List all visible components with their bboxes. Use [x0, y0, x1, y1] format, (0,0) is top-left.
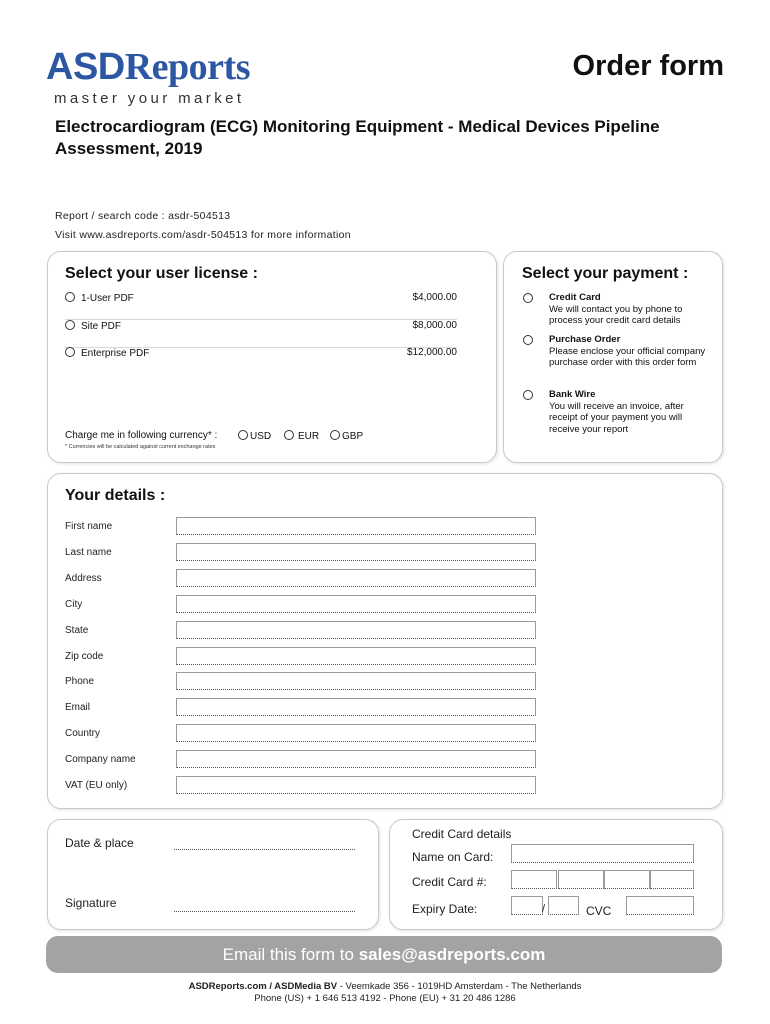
name-on-card-input[interactable] — [511, 844, 694, 863]
expiry-year-input[interactable] — [548, 896, 579, 915]
address-label: Address — [65, 573, 102, 584]
card-number-input-4[interactable] — [650, 870, 694, 889]
footer-address — [0, 981, 770, 992]
currency-note: * Currencies will be calculated against current exchange rates — [65, 444, 216, 450]
license-option-price: $12,000.00 — [406, 347, 457, 358]
radio-icon[interactable] — [238, 430, 248, 440]
last-name-label: Last name — [65, 547, 112, 558]
order-form-title: Order form — [572, 50, 724, 82]
radio-icon[interactable] — [65, 347, 75, 357]
zip-code-input[interactable] — [176, 647, 536, 665]
sales-email-link[interactable]: sales@asdreports.com — [358, 945, 546, 964]
currency-option-gbp[interactable]: GBP — [330, 430, 363, 442]
first-name-input[interactable] — [176, 517, 536, 535]
logo-reports: Reports — [124, 46, 250, 88]
vat-label: VAT (EU only) — [65, 780, 128, 791]
radio-icon[interactable] — [523, 293, 533, 303]
phone-input[interactable] — [176, 672, 536, 690]
radio-icon[interactable] — [523, 335, 533, 345]
expiry-slash: / — [542, 903, 546, 915]
state-input[interactable] — [176, 621, 536, 639]
address-input[interactable] — [176, 569, 536, 587]
radio-icon[interactable] — [65, 292, 75, 302]
phone-label: Phone — [65, 676, 94, 687]
card-number-input-3[interactable] — [604, 870, 650, 889]
license-option-price: $8,000.00 — [412, 320, 457, 331]
signature-line[interactable] — [174, 911, 355, 912]
details-title: Your details : — [65, 487, 166, 504]
zip-code-label: Zip code — [65, 651, 104, 662]
license-option-row[interactable] — [65, 320, 457, 348]
email-banner — [46, 936, 722, 973]
country-input[interactable] — [176, 724, 536, 742]
currency-option-eur[interactable]: EUR — [284, 430, 319, 442]
license-title: Select your user license : — [65, 265, 258, 282]
footer-address-text: - Veemkade 356 - 1019HD Amsterdam - The Netherlands — [339, 981, 582, 992]
last-name-input[interactable] — [176, 543, 536, 561]
license-option-label: Site PDF — [81, 321, 122, 332]
company-name-input[interactable] — [176, 750, 536, 768]
city-input[interactable] — [176, 595, 536, 613]
signature-label: Signature — [65, 896, 117, 910]
payment-option-purchase-order[interactable]: Purchase Order Please enclose your official company purchase order with this order form — [549, 334, 706, 368]
payment-option-credit-card[interactable]: Credit Card We will contact you by phone to process your credit card details — [549, 292, 683, 326]
logo — [46, 48, 250, 86]
footer-company: ASDReports.com / ASDMedia BV — [188, 981, 338, 992]
email-input[interactable] — [176, 698, 536, 716]
license-option-label: 1-User PDF — [81, 293, 134, 304]
city-label: City — [65, 599, 83, 610]
first-name-label: First name — [65, 521, 113, 532]
card-number-label: Credit Card #: — [412, 875, 487, 889]
radio-icon[interactable] — [523, 390, 533, 400]
company-name-label: Company name — [65, 754, 136, 765]
country-label: Country — [65, 728, 101, 739]
vat-input[interactable] — [176, 776, 536, 794]
radio-icon[interactable] — [284, 430, 294, 440]
email-label: Email — [65, 702, 91, 713]
report-title: Electrocardiogram (ECG) Monitoring Equipment - Medical Devices Pipeline Assessment, 2019 — [55, 117, 660, 158]
logo-asd: ASD — [46, 46, 125, 88]
payment-option-bank-wire[interactable]: Bank Wire You will receive an invoice, after receipt of your payment you will receive your report — [549, 389, 684, 435]
date-place-label: Date & place — [65, 836, 134, 850]
license-option-label: Enterprise PDF — [81, 348, 150, 359]
logo-tagline: master your market — [54, 90, 245, 107]
expiry-month-input[interactable] — [511, 896, 546, 915]
expiry-date-label: Expiry Date: — [412, 902, 478, 916]
cvc-label: CVC — [586, 904, 612, 918]
license-option-price: $4,000.00 — [412, 292, 457, 303]
date-place-line[interactable] — [174, 849, 355, 850]
radio-icon[interactable] — [65, 320, 75, 330]
credit-card-title: Credit Card details — [412, 827, 512, 841]
currency-option-usd[interactable]: USD — [238, 430, 271, 442]
radio-icon[interactable] — [330, 430, 340, 440]
footer-phones: Phone (US) + 1 646 513 4192 - Phone (EU) + 31 20 486 1286 — [254, 993, 516, 1004]
report-visit-link[interactable]: Visit www.asdreports.com/asdr-504513 for more information — [55, 229, 351, 241]
state-label: State — [65, 625, 89, 636]
email-banner-prefix: Email this form to — [222, 945, 359, 964]
license-option-row[interactable] — [65, 292, 457, 320]
cvc-input[interactable] — [626, 896, 694, 915]
license-option-row[interactable] — [65, 347, 457, 374]
report-search-code: Report / search code : asdr-504513 — [55, 210, 231, 222]
currency-label: Charge me in following currency* : — [65, 430, 218, 441]
payment-title: Select your payment : — [522, 265, 689, 282]
card-number-input-2[interactable] — [558, 870, 604, 889]
card-number-input-1[interactable] — [511, 870, 557, 889]
name-on-card-label: Name on Card: — [412, 850, 494, 864]
